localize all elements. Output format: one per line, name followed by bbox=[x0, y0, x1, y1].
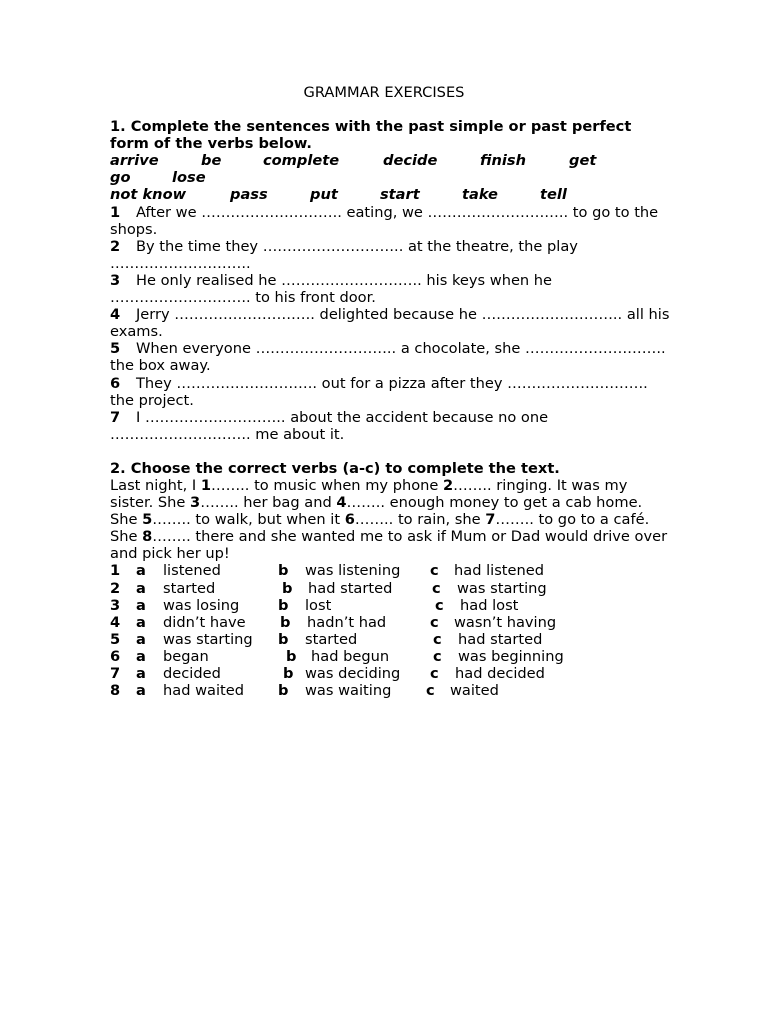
verb: go bbox=[110, 169, 131, 187]
sentence-number: 4 bbox=[110, 306, 121, 324]
option-c: had decided bbox=[455, 665, 545, 682]
sentence bbox=[110, 238, 670, 272]
option-number: 6 bbox=[110, 647, 121, 665]
verb-list-row-3 bbox=[110, 186, 670, 203]
story-fragment: …….. to music when my phone bbox=[210, 476, 444, 494]
sentence bbox=[110, 272, 670, 306]
verb: pass bbox=[230, 186, 268, 204]
verb: take bbox=[462, 186, 498, 204]
sentence-text: He only realised he ……………………….. his keys when he ……………………….. to his front door. bbox=[110, 271, 553, 307]
sentence bbox=[110, 375, 670, 409]
option-letter-a: a bbox=[136, 630, 146, 648]
sentence-number: 1 bbox=[110, 203, 121, 221]
option-letter-c: c bbox=[433, 630, 442, 648]
option-number: 5 bbox=[110, 630, 121, 648]
verb-list-row-1 bbox=[110, 152, 670, 169]
option-a: didn’t have bbox=[163, 613, 246, 631]
sentence-number: 6 bbox=[110, 374, 121, 392]
sentence-text: By the time they ……………………….. at the theatre, the play ……………………….. bbox=[110, 237, 578, 272]
option-letter-c: c bbox=[430, 665, 439, 682]
option-c: was starting bbox=[457, 579, 547, 597]
option-a: had waited bbox=[163, 682, 244, 700]
verb: put bbox=[310, 186, 338, 204]
option-row bbox=[110, 682, 670, 699]
option-row bbox=[110, 614, 670, 631]
verb-list-row-2 bbox=[110, 169, 670, 186]
verb: tell bbox=[540, 186, 567, 204]
answer-options bbox=[110, 562, 670, 699]
option-letter-c: c bbox=[435, 596, 444, 614]
story-fragment: …….. enough money to get a cab home. She bbox=[110, 494, 643, 529]
sentence-number: 2 bbox=[110, 237, 121, 255]
option-letter-b: b bbox=[278, 596, 289, 614]
gap-number: 2 bbox=[443, 476, 454, 494]
story-fragment: …….. her bag and bbox=[200, 494, 337, 512]
gap-number: 7 bbox=[485, 511, 496, 529]
option-letter-b: b bbox=[278, 562, 289, 580]
story-fragment: …….. to walk, but when it bbox=[152, 511, 345, 529]
option-row bbox=[110, 580, 670, 597]
sentence bbox=[110, 204, 670, 238]
exercise-1-heading: 1. Complete the sentences with the past simple or past perfect form of the verbs below. bbox=[110, 118, 632, 153]
option-c: was beginning bbox=[458, 647, 564, 665]
option-b: lost bbox=[305, 596, 332, 614]
sentence-text: They ……………………….. out for a pizza after they ……………………….. the project. bbox=[110, 374, 648, 409]
page-title: GRAMMAR EXERCISES bbox=[303, 84, 465, 101]
verb: finish bbox=[480, 152, 526, 170]
option-letter-a: a bbox=[136, 647, 146, 665]
option-letter-b: b bbox=[280, 613, 291, 631]
sentence bbox=[110, 306, 670, 340]
option-b: was deciding bbox=[305, 665, 401, 682]
option-number: 3 bbox=[110, 596, 121, 614]
option-letter-c: c bbox=[433, 647, 442, 665]
verb: start bbox=[380, 186, 420, 204]
option-b: hadn’t had bbox=[307, 613, 387, 631]
gap-number: 4 bbox=[336, 494, 347, 512]
option-letter-b: b bbox=[282, 579, 293, 597]
option-letter-a: a bbox=[136, 596, 146, 614]
option-letter-c: c bbox=[430, 613, 439, 631]
option-letter-c: c bbox=[430, 562, 439, 580]
gap-number: 6 bbox=[344, 511, 355, 529]
exercise-2-heading: 2. Choose the correct verbs (a-c) to complete the text. bbox=[110, 459, 560, 477]
option-letter-a: a bbox=[136, 613, 146, 631]
option-row bbox=[110, 562, 670, 579]
option-b: was listening bbox=[305, 562, 401, 580]
sentence-text: Jerry ……………………….. delighted because he ……………………….. all his exams. bbox=[110, 306, 670, 341]
option-b: had begun bbox=[311, 647, 390, 665]
story-fragment: …….. ringing. It was my sister. She bbox=[110, 476, 628, 512]
option-number: 1 bbox=[110, 562, 121, 580]
option-a: decided bbox=[163, 665, 221, 682]
option-letter-b: b bbox=[283, 665, 294, 682]
option-b: had started bbox=[308, 579, 393, 597]
option-letter-a: a bbox=[136, 665, 146, 682]
story-fragment: …….. to go to a café. She bbox=[110, 511, 650, 546]
gap-number: 8 bbox=[142, 528, 153, 546]
option-a: started bbox=[163, 579, 216, 597]
option-a: began bbox=[163, 647, 209, 665]
option-b: was waiting bbox=[305, 682, 392, 700]
option-b: started bbox=[305, 630, 358, 648]
option-letter-a: a bbox=[136, 579, 146, 597]
sentence-text: When everyone ……………………….. a chocolate, she ……………………….. the box away. bbox=[110, 340, 666, 375]
gap-number: 5 bbox=[142, 511, 153, 529]
option-row bbox=[110, 631, 670, 648]
option-number: 4 bbox=[110, 613, 121, 631]
option-c: had started bbox=[458, 630, 543, 648]
story-fragment: Last night, I bbox=[110, 476, 201, 494]
option-letter-c: c bbox=[426, 682, 435, 700]
option-c: waited bbox=[450, 682, 499, 700]
verb: decide bbox=[383, 152, 438, 170]
verb: be bbox=[201, 152, 222, 170]
verb: get bbox=[569, 152, 597, 170]
option-c: wasn’t having bbox=[454, 613, 557, 631]
option-letter-b: b bbox=[278, 630, 289, 648]
option-letter-b: b bbox=[278, 682, 289, 700]
sentence-text: After we ……………………….. eating, we ……………………….. to go to the shops. bbox=[110, 203, 659, 238]
sentence-text: I ……………………….. about the accident because no one ……………………….. me about it. bbox=[110, 408, 549, 443]
option-a: was losing bbox=[163, 596, 240, 614]
option-c: had lost bbox=[460, 596, 519, 614]
verb: not know bbox=[110, 186, 187, 204]
option-row bbox=[110, 648, 670, 665]
option-number: 8 bbox=[110, 682, 121, 700]
option-letter-c: c bbox=[432, 579, 441, 597]
sentence bbox=[110, 340, 670, 374]
option-number: 2 bbox=[110, 579, 121, 597]
sentence-number: 7 bbox=[110, 408, 121, 426]
worksheet bbox=[110, 84, 670, 699]
option-letter-a: a bbox=[136, 562, 146, 580]
option-row bbox=[110, 597, 670, 614]
verb: arrive bbox=[110, 152, 159, 170]
gap-number: 1 bbox=[200, 476, 211, 494]
option-letter-b: b bbox=[286, 647, 297, 665]
verb: lose bbox=[172, 169, 206, 187]
sentence-number: 3 bbox=[110, 271, 121, 289]
option-letter-a: a bbox=[136, 682, 146, 700]
gap-number: 3 bbox=[190, 494, 201, 512]
story-text bbox=[110, 477, 670, 562]
sentence bbox=[110, 409, 670, 443]
story-fragment: …….. to rain, she bbox=[354, 511, 486, 529]
verb: complete bbox=[263, 152, 340, 170]
sentence-number: 5 bbox=[110, 340, 121, 358]
option-row bbox=[110, 665, 670, 682]
option-a: listened bbox=[163, 562, 221, 580]
story-fragment: …….. there and she wanted me to ask if Mum or Dad would drive over and pick her up! bbox=[110, 528, 668, 563]
option-a: was starting bbox=[163, 630, 253, 648]
option-c: had listened bbox=[454, 562, 544, 580]
option-number: 7 bbox=[110, 665, 121, 682]
